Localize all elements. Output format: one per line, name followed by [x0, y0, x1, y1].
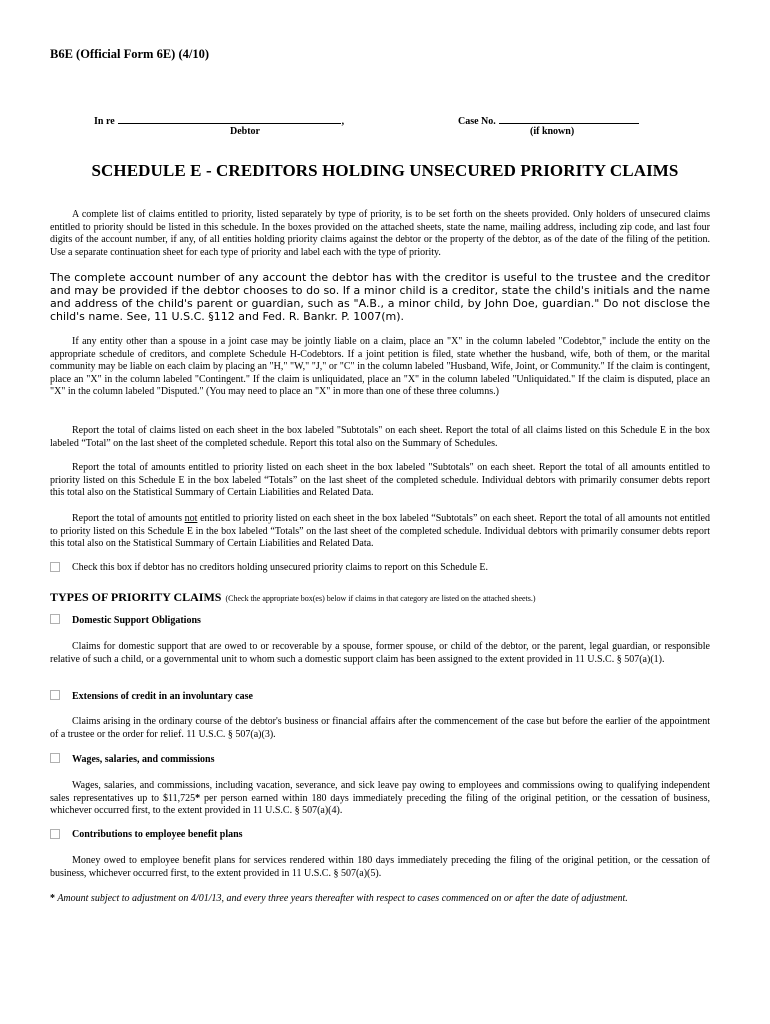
extensions-credit-text: Claims arising in the ordinary course of the debtor's business or financial affairs after the commencement of the case but before the earlier of the appointment of a trustee or the order for relief. 11 U.S.C. § 507(a)(3).	[50, 716, 710, 740]
paragraph-priority-totals	[50, 462, 710, 500]
paragraph-intro	[50, 209, 710, 259]
extensions-credit-label: Extensions of credit in an involuntary case	[72, 691, 253, 702]
case-no-label: Case No.	[458, 116, 496, 127]
types-subtitle: (Check the appropriate box(es) below if claims in that category are listed on the attached sheets.)	[225, 594, 536, 603]
extensions-credit-description	[50, 716, 710, 741]
wages-text-post: per person earned within 180 days immediately preceding the filing of the original petition, or the cessation of business, whichever occurred first, to the extent provided in 11 U.S.C. § 507(a)(4).	[50, 792, 710, 817]
paragraph-account-number-text: The complete account number of any account the debtor has with the creditor is useful to the trustee and the creditor and may be provided if the debtor chooses to do so. If a minor child is a creditor, state the child's initials and the name and address of the child's parent or guardian, such as "A.B., a minor child, by John Doe, guardian." Do not disclose the child's name. See, 11 U.S.C. §112 and Fed. R. Bankr. P. 1007(m).	[50, 271, 710, 323]
paragraph-account-number	[50, 271, 710, 323]
form-id: B6E (Official Form 6E) (4/10)	[50, 47, 209, 61]
paragraph-intro-text: A complete list of claims entitled to priority, listed separately by type of priority, is to be set forth on the sheets provided. Only holders of unsecured claims entitled to priority should be listed in this schedule. In the boxes provided on the attached sheets, state the name, mailing address, including zip code, and last four digits of the account number, if any, of all entities holding priority claims against the debtor or the property of the debtor, as of the date of the filing of the petition. Use a separate continuation sheet for each type of priority and label each with the type of priority.	[50, 209, 710, 258]
case-number-line[interactable]	[499, 113, 639, 124]
employee-benefit-text: Money owed to employee benefit plans for services rendered within 180 days immediately preceding the filing of the original petition, or the cessation of business, whichever occurred first, to the extent provided in 11 U.S.C. § 507(a)(5).	[50, 855, 710, 879]
domestic-support-description	[50, 641, 710, 666]
footnote-asterisk: *	[50, 893, 55, 904]
domestic-support-label: Domestic Support Obligations	[72, 615, 201, 626]
domestic-support-checkbox[interactable]	[50, 614, 60, 624]
types-title: TYPES OF PRIORITY CLAIMS	[50, 590, 222, 604]
employee-benefit-checkbox[interactable]	[50, 829, 60, 839]
wages-description	[50, 780, 710, 818]
adjustment-footnote	[50, 893, 730, 904]
employee-benefit-label: Contributions to employee benefit plans	[72, 829, 243, 840]
employee-benefit-description	[50, 855, 710, 880]
paragraph-codebtor-text: If any entity other than a spouse in a joint case may be jointly liable on a claim, place an "X" in the column labeled "Codebtor," include the entity on the appropriate schedule of creditors, and complete Schedule H-Codebtors. If a joint petition is filed, state whether the husband, wife, both of them, or the marital community may be liable on each claim by placing an "H," "W," "J," or "C" in the column labeled "Husband, Wife, Joint, or Community." If the claim is contingent, place an "X" in the column labeled "Contingent." If the claim is unliquidated, place an "X" in the column labeled "Unliquidated." If the claim is disputed, place an "X" in the column labeled "Disputed." (You may need to place an "X" in more than one of these three columns.)	[50, 336, 710, 398]
debtor-label: Debtor	[230, 126, 260, 137]
wages-text-pre: Wages, salaries, and commissions, including vacation, severance, and sick leave pay owing to employees and commissions owing to qualifying independent sales representatives up to $11,725	[50, 780, 710, 804]
if-known-label: (if known)	[530, 126, 575, 137]
types-of-priority-header	[50, 588, 536, 606]
domestic-support-text: Claims for domestic support that are owed to or recoverable by a spouse, former spouse, or child of the debtor, or the parent, legal guardian, or responsible relative of such a child, or a governmental unit to whom such a domestic support claim has been assigned to the extent provided in 11 U.S.C. § 507(a)(1).	[50, 641, 710, 665]
wages-asterisk: *	[195, 792, 201, 804]
paragraph-nonpriority-totals	[50, 513, 710, 551]
footnote-text: Amount subject to adjustment on 4/01/13, and every three years thereafter with respect to cases commenced on or after the date of adjustment.	[55, 893, 628, 904]
paragraph-nonpriority-pre: Report the total of amounts	[72, 513, 185, 524]
paragraph-nonpriority-not: not	[184, 513, 198, 524]
paragraph-nonpriority-post: entitled to priority listed on each sheet in the box labeled “Subtotals” on each sheet. Report the total of all amounts not entitled to priority listed on this Schedule E in the box labeled “Totals” on the last sheet of the completed schedule. Individual debtors with primarily consumer debts report this total also on the Statistical Summary of Certain Liabilities and Related Data.	[50, 513, 710, 550]
no-creditors-checkbox[interactable]	[50, 562, 60, 572]
in-re-label: In re	[94, 116, 115, 127]
debtor-name-line[interactable]	[118, 113, 341, 124]
no-creditors-label: Check this box if debtor has no creditors holding unsecured priority claims to report on this Schedule E.	[72, 562, 489, 573]
wages-label: Wages, salaries, and commissions	[72, 754, 215, 765]
caption-comma: ,	[341, 116, 345, 127]
in-re-field	[94, 113, 344, 127]
paragraph-codebtor	[50, 336, 710, 399]
wages-checkbox[interactable]	[50, 753, 60, 763]
paragraph-total-claims-text: Report the total of claims listed on each sheet in the box labeled "Subtotals" on each sheet. Report the total of all claims listed on this Schedule E in the box labeled “Total” on the last sheet of the completed schedule. Report this total also on the Summary of Schedules.	[50, 425, 710, 449]
case-no-field	[458, 113, 639, 127]
paragraph-total-claims	[50, 425, 710, 450]
paragraph-priority-totals-text: Report the total of amounts entitled to priority listed on each sheet in the box labeled "Subtotals" on each sheet. Report the total of all amounts entitled to priority listed on this Schedule E in the box labeled “Totals” on the last sheet of the completed schedule. Individual debtors with primarily consumer debts report this total also on the Statistical Summary of Certain Liabilities and Related Data.	[50, 462, 710, 499]
page-title: SCHEDULE E - CREDITORS HOLDING UNSECURED PRIORITY CLAIMS	[91, 161, 679, 180]
extensions-credit-checkbox[interactable]	[50, 690, 60, 700]
